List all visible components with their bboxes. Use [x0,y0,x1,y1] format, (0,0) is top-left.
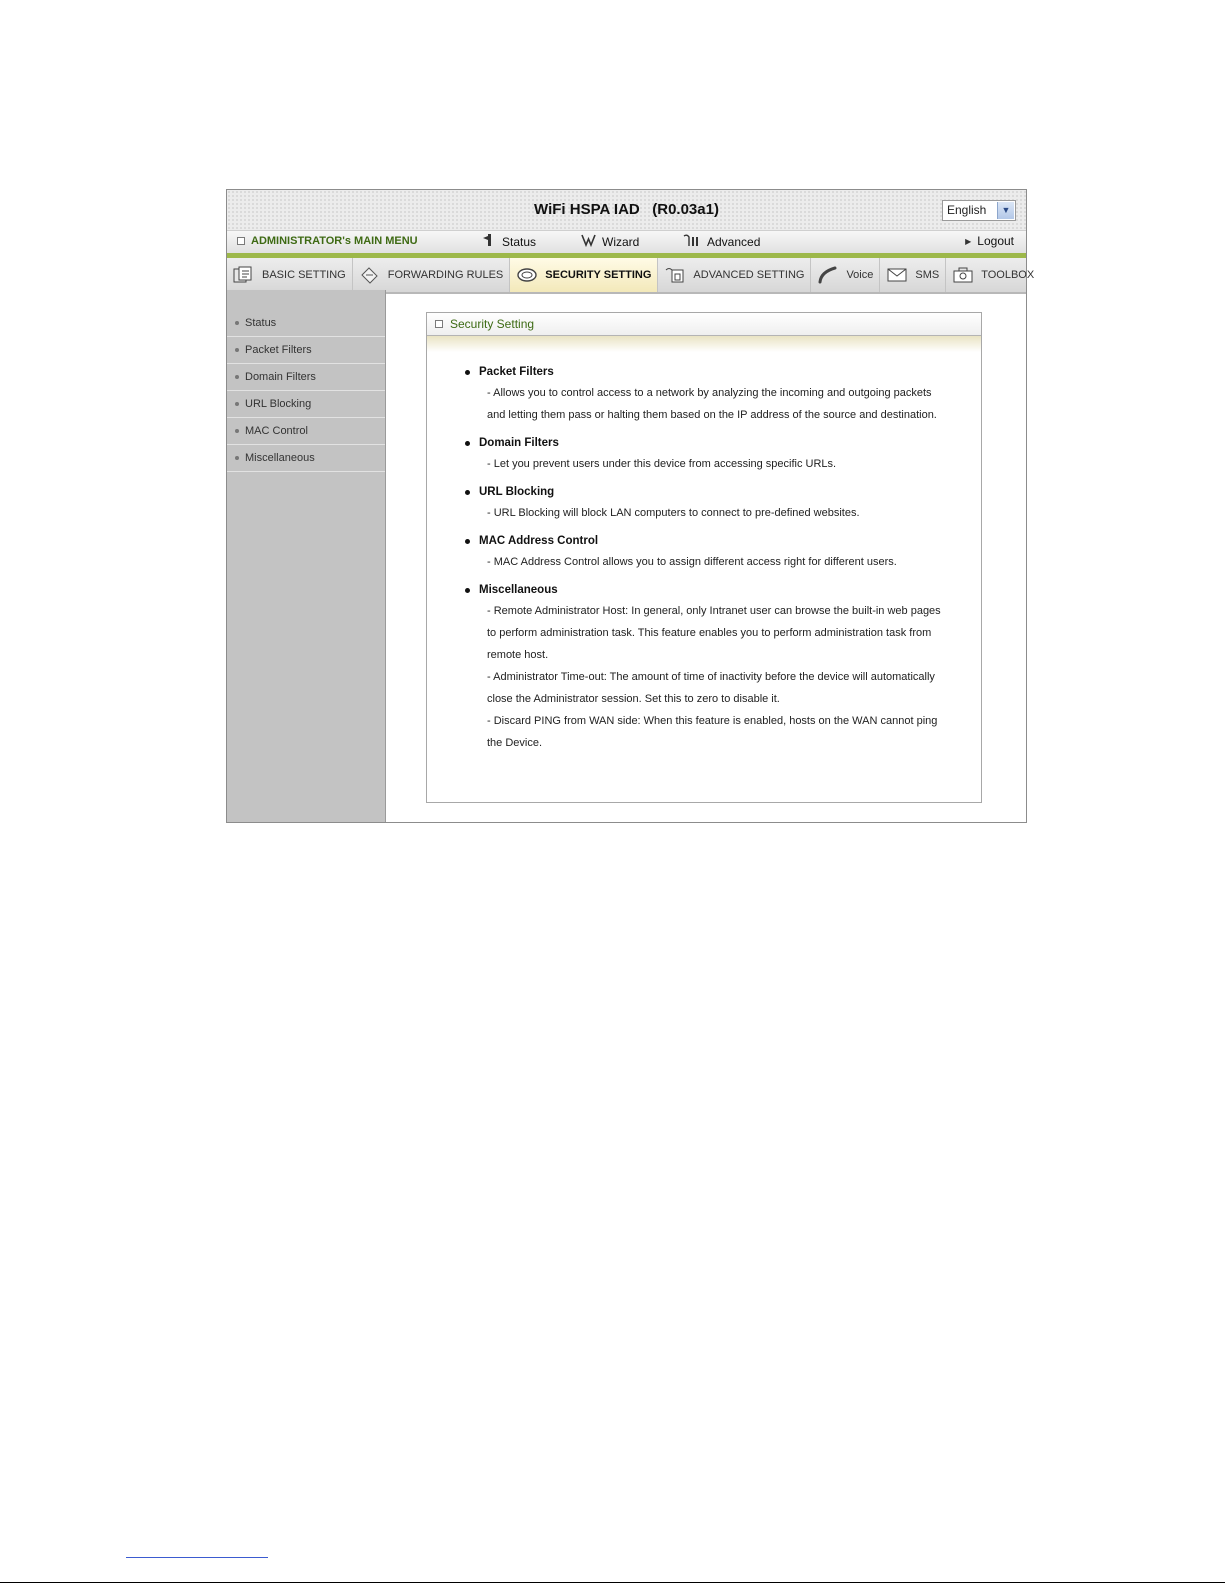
tab-toolbox[interactable] [946,258,1040,292]
wizard-menu-link[interactable] [581,234,639,249]
page-bottom-rule [0,1582,1225,1583]
section-domain-filters [465,433,981,475]
sidebar-item-label: MAC Control [245,425,308,437]
tab-label: FORWARDING RULES [387,269,504,281]
status-menu-link[interactable] [483,234,536,249]
square-bullet-icon [237,237,245,245]
section-title: Domain Filters [479,437,559,449]
tab-basic-setting[interactable] [227,258,353,292]
sidebar-item-mac-control[interactable] [227,418,385,445]
section-line: - Administrator Time-out: The amount of time of inactivity before the device will automatically [487,671,935,683]
envelope-icon [886,265,908,285]
section-line: close the Administrator session. Set this to zero to disable it. [487,693,780,705]
main-menu-bar [227,231,1026,258]
security-setting-panel [426,312,982,803]
forwarding-rules-icon [359,265,381,285]
tab-label: SECURITY SETTING [545,269,652,281]
section-line: and letting them pass or halting them based on the IP address of the source and destination. [487,409,937,421]
bullet-icon [465,539,470,544]
title-bar [227,190,1026,231]
section-url-blocking [465,482,981,524]
tab-advanced-setting[interactable] [658,258,811,292]
section-line: - URL Blocking will block LAN computers to connect to pre-defined websites. [487,507,860,519]
section-list [427,352,981,754]
footnote-rule [126,1557,268,1558]
bullet-icon [465,370,470,375]
tab-label: TOOLBOX [981,269,1035,281]
logout-label: Logout [977,234,1014,248]
tab-sms[interactable] [880,258,946,292]
advanced-menu-link[interactable] [683,234,760,249]
section-line: - Remote Administrator Host: In general, only Intranet user can browse the built-in web pages [487,605,941,617]
section-line: to perform administration task. This feature enables you to perform administration task from [487,627,932,639]
section-packet-filters [465,362,981,426]
settings-tabs [227,258,1035,294]
wizard-menu-label: Wizard [602,234,640,249]
sidebar-item-label: URL Blocking [245,398,312,410]
tab-label: ADVANCED SETTING [693,269,805,281]
router-admin-window [226,189,1035,823]
section-line: the Device. [487,737,543,749]
sidebar-item-label: Miscellaneous [245,452,315,464]
sidebar-item-status[interactable] [227,310,385,337]
language-select[interactable] [942,200,1016,221]
panel-header [427,313,981,336]
tab-label: BASIC SETTING [262,269,346,281]
section-title: Packet Filters [479,366,554,378]
admin-main-menu-link[interactable] [237,235,418,247]
section-title: URL Blocking [479,486,555,498]
sidebar-item-domain-filters[interactable] [227,364,385,391]
tab-voice[interactable] [811,258,880,292]
bullet-icon [235,402,239,406]
chevron-down-icon[interactable]: ▼ [997,202,1014,219]
sidebar-item-label: Packet Filters [245,344,312,356]
sidebar-item-miscellaneous[interactable] [227,445,385,472]
section-title: Miscellaneous [479,584,558,596]
sidebar-item-packet-filters[interactable] [227,337,385,364]
toolbox-icon [952,265,974,285]
section-line: - MAC Address Control allows you to assign different access right for different users. [487,556,897,568]
section-line: - Let you prevent users under this device from accessing specific URLs. [487,458,837,470]
bullet-icon [235,456,239,460]
status-icon [483,234,496,249]
panel-title: Security Setting [450,317,535,331]
bullet-icon [235,429,239,433]
section-line: remote host. [487,649,549,661]
bullet-icon [235,348,239,352]
bullet-icon [465,441,470,446]
logout-link[interactable] [965,234,1014,248]
tab-forwarding-rules[interactable] [353,258,511,292]
phone-icon [817,265,839,285]
section-miscellaneous [465,580,981,754]
advanced-menu-label: Advanced [707,234,761,249]
tab-label: Voice [846,269,874,281]
security-setting-icon [516,265,538,285]
bullet-icon [235,321,239,325]
arrow-right-icon: ▶ [965,236,972,246]
tab-label: SMS [915,269,940,281]
advanced-icon [683,234,701,249]
section-line: - Discard PING from WAN side: When this feature is enabled, hosts on the WAN cannot ping [487,715,938,727]
sidebar-item-label: Domain Filters [245,371,316,383]
status-menu-label: Status [502,234,537,249]
wizard-icon [581,234,596,249]
bullet-icon [465,490,470,495]
sidebar-item-url-blocking[interactable] [227,391,385,418]
section-mac-address-control [465,531,981,573]
admin-main-menu-label: ADMINISTRATOR's MAIN MENU [251,235,418,247]
section-title: MAC Address Control [479,535,599,547]
security-sidebar [227,290,386,822]
page-title: WiFi HSPA IAD (R0.03a1) [534,201,719,218]
sidebar-item-label: Status [245,317,277,329]
basic-setting-icon [233,265,255,285]
bullet-icon [465,588,470,593]
language-value: English [947,203,987,217]
section-line: - Allows you to control access to a network by analyzing the incoming and outgoing packets [487,387,932,399]
square-bullet-icon [435,320,443,328]
panel-header-band [427,336,981,352]
advanced-setting-icon [664,265,686,285]
tab-security-setting[interactable] [510,258,658,292]
bullet-icon [235,375,239,379]
